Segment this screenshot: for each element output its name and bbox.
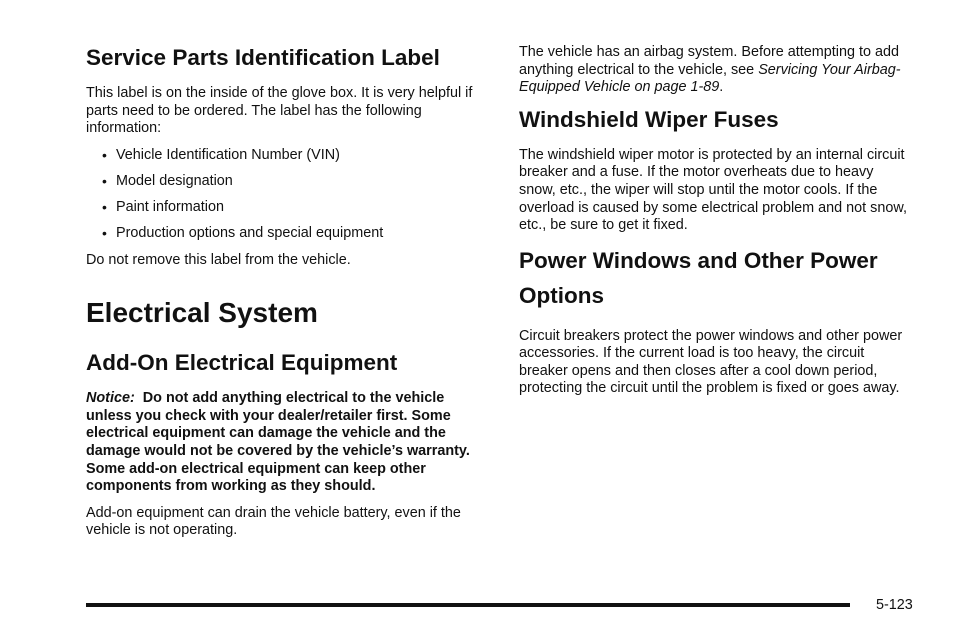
notice-text: Do not add anything electrical to the vehicle unless you check with your dealer/retailer first. Some electrical equipment can damage the vehicle and the damage would not be covered by the vehicle’s warranty. Some add-on electrical equipment can keep other components from working as they should. [86, 390, 470, 495]
airbag-text-end: . [719, 79, 724, 96]
bullet-icon: • [102, 172, 107, 189]
notice-paragraph [86, 390, 491, 496]
list-item-text: Model designation [116, 172, 233, 189]
notice-label: Notice: [86, 390, 135, 407]
list-item [102, 172, 491, 191]
service-parts-intro: This label is on the inside of the glove box. It is very helpful if parts need to be ordered. The label has the following information: [86, 85, 473, 137]
power-windows-paragraph: Circuit breakers protect the power windows and other power accessories. If the current load is too heavy, the circuit breaker opens and then closes after a cool down period, protecting the circuit until the problem is fixed or goes away. [519, 327, 903, 397]
wiper-fuses-paragraph: The windshield wiper motor is protected by an internal circuit breaker and a fuse. If the motor overheats due to heavy snow, etc., the wiper will stop until the motor cools. If the overload is caused by some electrical problem and not snow, etc., be sure to get it fixed. [519, 146, 907, 234]
bullet-icon: • [102, 199, 107, 216]
electrical-system-heading: Electrical System [86, 296, 318, 328]
airbag-paragraph [519, 44, 914, 97]
bullet-icon: • [102, 225, 107, 242]
list-item [102, 225, 491, 243]
list-item-text: Paint information [116, 199, 224, 216]
list-item [102, 146, 491, 165]
add-on-equipment-heading: Add-On Electrical Equipment [86, 350, 398, 376]
wiper-fuses-heading: Windshield Wiper Fuses [519, 106, 779, 132]
service-parts-heading: Service Parts Identification Label [86, 45, 440, 70]
add-on-paragraph: Add-on equipment can drain the vehicle battery, even if the vehicle is not operating. [86, 504, 461, 539]
list-item-text: Production options and special equipment [116, 225, 384, 242]
airbag-reference: Servicing Your Airbag-Equipped Vehicle on page 1-89 [519, 61, 901, 96]
list-item-text: Vehicle Identification Number (VIN) [116, 146, 340, 163]
power-windows-heading: Power Windows and Other Power Options [519, 247, 878, 308]
right-column [519, 44, 914, 407]
label-info-list [86, 147, 491, 243]
service-parts-note: Do not remove this label from the vehicle. [86, 251, 351, 268]
list-item [102, 199, 491, 217]
airbag-text: The vehicle has an airbag system. Before attempting to add anything electrical to the vehicle, see [519, 44, 899, 78]
left-column [86, 44, 491, 549]
footer-rule [86, 603, 850, 607]
page-number: 5-123 [876, 597, 913, 613]
bullet-icon: • [102, 146, 107, 163]
